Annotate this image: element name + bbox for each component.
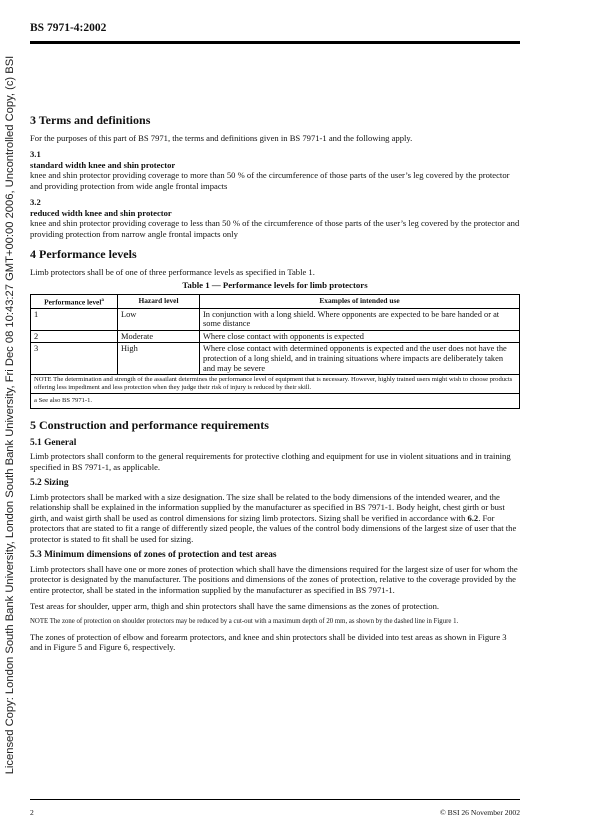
section-5	[30, 420, 520, 653]
term-3-1-name: standard width knee and shin protector	[30, 159, 176, 170]
cell-hazard: Low	[118, 308, 200, 330]
section-5-1-text: Limb protectors shall conform to the general requirements for protective clothing and equipment for use in violent situations and in training specified in BS 7971-1, as applicable.	[30, 451, 511, 472]
section-3	[30, 115, 520, 239]
section-5-2-text: Limb protectors shall be marked with a size designation. The size shall be related to the body dimensions of the intended wearer, and the relationship shall be explained in the information supplied by the manufacturer as specified in BS 7971-1. Body height, chest girth or bust girth, and waist girth shall be used as control dimensions for sizing limb protectors. Sizing shall be verified in accordance with 6.2. For protectors that are stated to fit a range of differently sized people, the values of the control body dimensions of the largest size of user that the protector is stated to fit shall be used for sizing.	[30, 491, 517, 544]
table-note: NOTE The determination and strength of the assailant determines the performance level of equipment that is necessary. However, highly trained users might wish to choose products offering less impediment and less protection when they judge their risk of injury is reduced by their skill.	[31, 375, 520, 394]
section-5-3-heading: 5.3 Minimum dimensions of zones of protection and test areas	[30, 550, 277, 561]
cell-hazard: Moderate	[118, 330, 200, 343]
cell-example: Where close contact with opponents is expected	[200, 330, 520, 343]
licence-sidebar	[3, 20, 17, 810]
section-5-1-heading: 5.1 General	[30, 437, 77, 448]
clause-ref-6-2: 6.2	[467, 512, 479, 523]
cell-hazard: High	[118, 343, 200, 375]
section-3-intro: For the purposes of this part of BS 7971, the terms and definitions given in BS 7971-1 and the following apply.	[30, 132, 413, 143]
term-3-2-definition: knee and shin protector providing coverage to less than 50 % of the circumference of those parts of the user’s leg covered by the protector and providing protection from narrow angle frontal impacts only	[30, 218, 520, 239]
page-footer	[30, 808, 520, 817]
copyright-notice: © BSI 26 November 2002	[439, 808, 520, 817]
section-5-3-para-3: The zones of protection of elbow and forearm protectors, and knee and shin protectors shall be divided into test areas as shown in Figure 3 and in Figure 5 and Figure 6, respectively.	[30, 631, 507, 653]
section-5-heading: 5 Construction and performance requirements	[30, 418, 269, 433]
col-hazard-level: Hazard level	[118, 294, 200, 308]
cell-level: 1	[31, 308, 118, 330]
table-row	[31, 343, 520, 375]
table-footnote-row	[31, 394, 520, 409]
term-3-1-number: 3.1	[30, 149, 41, 159]
section-4-intro: Limb protectors shall be of one of three performance levels as specified in Table 1.	[30, 266, 315, 277]
cell-level: 2	[31, 330, 118, 343]
section-5-3-para-1: Limb protectors shall have one or more zones of protection which shall have the dimensions required for the largest size of user for whom the protector is designated by the manufacturer. The positions and dimensions of the zones of protection, relative to the coverage provided by the entire protector, shall be stated in the information supplied by the manufacturer as specified in BS 7971-1.	[30, 563, 518, 595]
header-rule	[30, 41, 520, 44]
section-3-heading: 3 Terms and definitions	[30, 113, 151, 127]
licence-text: Licensed Copy: London South Bank University, London South Bank University, Fri Dec 08 10:43:27 GMT+00:00 2006, Uncontrolled Copy, (c) BSI	[4, 55, 16, 775]
term-3-1-definition: knee and shin protector providing coverage to more than 50 % of the circumference of those parts of the user’s leg covered by the protector and providing protection from wide angle frontal impacts	[30, 170, 510, 191]
section-5-2-heading: 5.2 Sizing	[30, 478, 69, 489]
document-header-title: BS 7971-4:2002	[30, 22, 107, 34]
cell-example: In conjunction with a long shield. Where opponents are expected to be bare handed or at some distance	[200, 308, 520, 330]
section-4-heading: 4 Performance levels	[30, 247, 137, 261]
page-number: 2	[30, 808, 34, 817]
table-header-row	[31, 294, 520, 308]
section-5-3-note: NOTE The zone of protection on shoulder protectors may be reduced by a cut-out with a maximum depth of 20 mm, as shown by the dashed line in Figure 1.	[30, 617, 459, 625]
section-4	[30, 249, 520, 409]
table-row	[31, 330, 520, 343]
term-3-2-number: 3.2	[30, 197, 41, 207]
cell-example: Where close contact with determined opponents is expected and the user does not have the protection of a long shield, and in training situations where impacts are deliberately taken and may be severe	[200, 343, 520, 375]
table-1-caption: Table 1 — Performance levels for limb protectors	[182, 280, 368, 290]
table-row	[31, 308, 520, 330]
section-5-3-para-2: Test areas for shoulder, upper arm, thigh and shin protectors shall have the same dimensions as the zones of protection.	[30, 601, 440, 612]
col-examples: Examples of intended use	[200, 294, 520, 308]
document-body	[30, 115, 520, 659]
footnote-marker: a	[101, 297, 104, 303]
cell-level: 3	[31, 343, 118, 375]
term-3-2-name: reduced width knee and shin protector	[30, 207, 172, 218]
table-1	[30, 294, 520, 410]
footer-rule	[30, 799, 520, 800]
table-note-row	[31, 375, 520, 394]
col-performance-level: Performance level$^a$	[31, 294, 118, 308]
table-footnote: a See also BS 7971-1.	[31, 394, 520, 409]
